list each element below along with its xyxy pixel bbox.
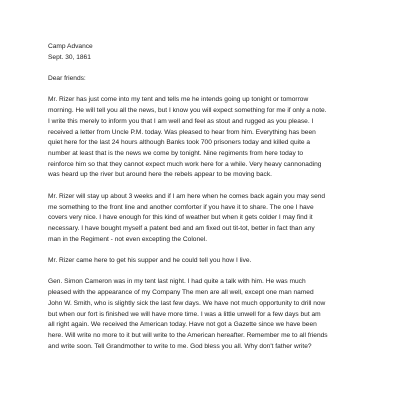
paragraph-2 <box>48 192 368 246</box>
letter-body <box>48 42 368 352</box>
paragraph-line: number at least that is the news we come by tonight. Nine regiments from here today to <box>48 150 304 157</box>
paragraph-line: man in the Regiment - not even excepting the Colonel. <box>48 235 208 243</box>
letter-date: Sept. 30, 1861 <box>48 53 91 61</box>
paragraph-line: morning. He will tell you all the news, but I know you will expect something for me if only a note. <box>48 107 327 115</box>
paragraph-line: reinforce him so that they cannot expect much work here for a while. Very heavy cannonading <box>48 160 322 168</box>
paragraph-line: me something to the front line and another comforter if you have it to share. The one I have <box>48 203 314 211</box>
paragraph-line: necessary. I have bought myself a patent bed and am fixed out tit-tot, better in fact than any <box>48 224 315 232</box>
paragraph-line: covers very nice. I have enough for this kind of weather but when it gets colder I may find it <box>48 214 313 222</box>
paragraph-line: but when our fort is finished we will have more time. I was a little unwell for a few days but am <box>48 310 321 318</box>
spacer <box>48 85 368 96</box>
paragraph-line: pleased with the appearance of my Company The men are all well, except one man named <box>48 289 314 297</box>
paragraph-4 <box>48 277 368 352</box>
paragraph-line: Gen. Simon Cameron was in my tent last night. I had quite a talk with him. He was much <box>48 278 306 286</box>
paragraph-line: all right again. We received the American today. Have not got a Gazette since we have been <box>48 321 317 329</box>
paragraph-line: Mr. Rizer has just come into my tent and tells me he intends going up tonight or tomorrow <box>48 96 309 104</box>
spacer <box>48 267 368 278</box>
spacer <box>48 63 368 74</box>
spacer <box>48 245 368 256</box>
paragraph-line: was heard up the river but around here the rebels appear to be moving back. <box>48 171 272 179</box>
paragraph-1 <box>48 95 368 181</box>
paragraph-line: here. Will write no more to it but will write to the American hereafter. Remember me to all friends <box>48 331 328 339</box>
spacer <box>48 181 368 192</box>
paragraph-3 <box>48 256 368 267</box>
paragraph-line: and write soon. Tell Grandmother to write to me. God bless you all. Why don't father write? <box>48 342 312 350</box>
paragraph-line: I write this merely to inform you that I am well and feel as stout and rugged as you please. I <box>48 117 314 125</box>
paragraph-line: Mr. Rizer will stay up about 3 weeks and if I am here when he comes back again you may send <box>48 192 326 200</box>
letter-place: Camp Advance <box>48 43 93 50</box>
paragraph-line: Mr. Rizer came here to get his supper and he could tell you how I live. <box>48 257 252 264</box>
letter-salutation: Dear friends: <box>48 75 86 83</box>
paragraph-line: received a letter from Uncle P.M. today. Was pleased to hear from him. Everything has been <box>48 128 316 136</box>
paragraph-line: quiet here for the last 24 hours although Banks took 700 prisoners today and killed quite a <box>48 139 311 147</box>
paragraph-line: John W. Smith, who is slightly sick the last few days. We have not much opportunity to drill now <box>48 299 326 307</box>
